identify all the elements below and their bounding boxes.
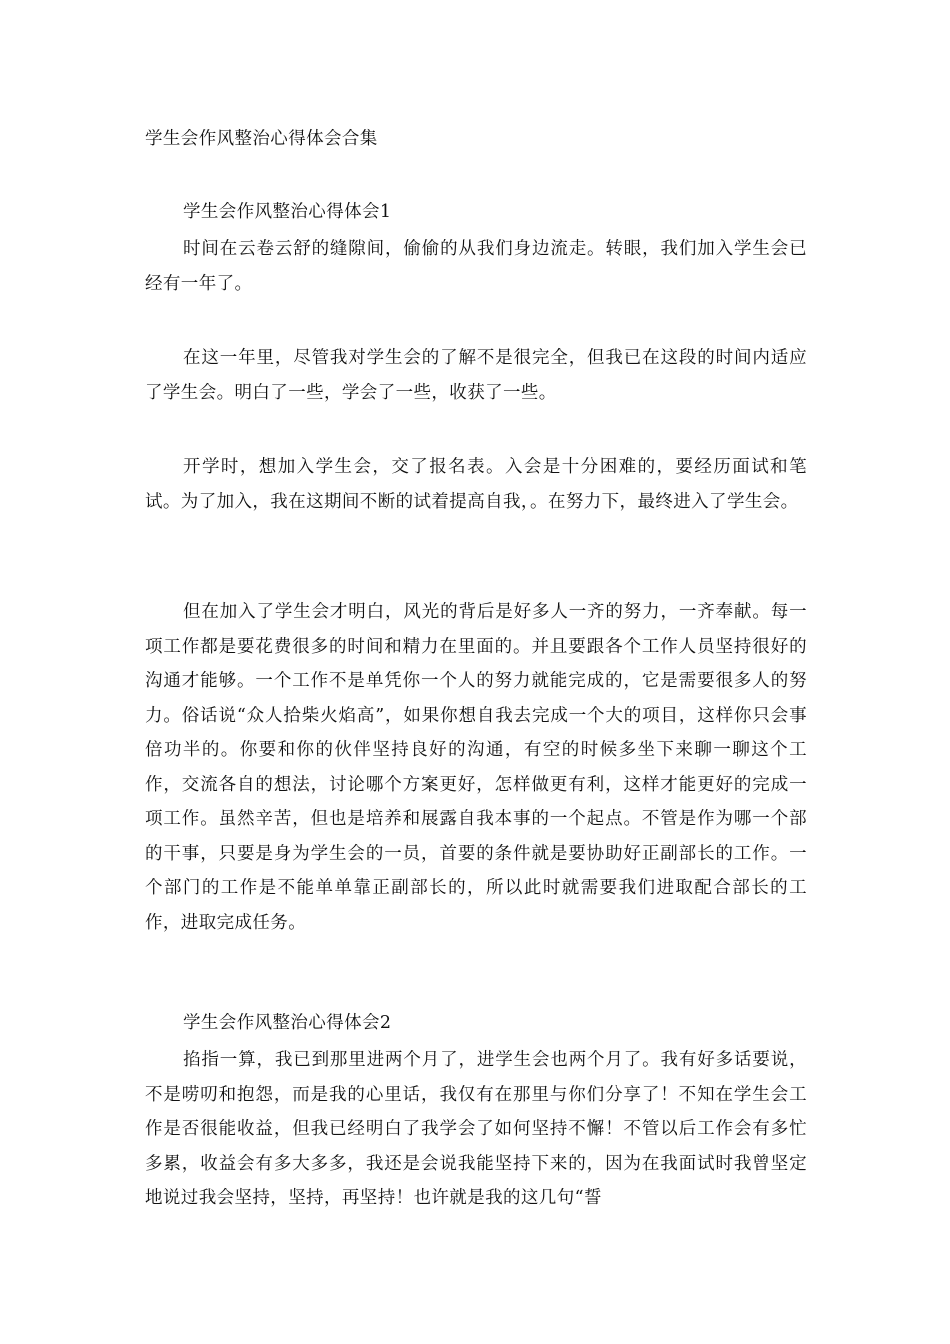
section-heading-2: 学生会作风整治心得体会2 [183, 1013, 392, 1033]
paragraph-1-4: 但在加入了学生会才明白，风光的背后是好多人一齐的努力，一齐奉献。每一项工作都是要花费很多的时间和精力在里面的。并且要跟各个工作人员坚持很好的沟通才能够。一个工作不是单凭你一个人的努力就能完成的，它是需要很多人的努力。俗话说“众人拾柴火焰高”，如果你想自我去完成一个大的项目，这样你只会事倍功半的。你要和你的伙伴坚持良好的沟通，有空的时候多坐下来聊一聊这个工作，交流各自的想法，讨论哪个方案更好，怎样做更有利，这样才能更好的完成一项工作。虽然辛苦，但也是培养和展露自我本事的一个起点。不管是作为哪一个部的干事，只要是身为学生会的一员，首要的条件就是要协助好正副部长的工作。一个部门的工作是不能单单靠正副部长的，所以此时就需要我们进取配合部长的工作，进取完成任务。 [145, 602, 807, 933]
section-heading-1: 学生会作风整治心得体会1 [183, 202, 392, 222]
paragraph-1-3: 开学时，想加入学生会，交了报名表。入会是十分困难的，要经历面试和笔试。为了加入，我在这期间不断的试着提高自我，。在努力下，最终进入了学生会。 [145, 457, 807, 512]
paragraph-1-1: 时间在云卷云舒的缝隙间，偷偷的从我们身边流走。转眼，我们加入学生会已经有一年了。 [145, 239, 807, 294]
paragraph-1-2: 在这一年里，尽管我对学生会的了解不是很完全，但我已在这段的时间内适应了学生会。明白了一些，学会了一些，收获了一些。 [145, 348, 807, 403]
paragraph-2-1: 掐指一算，我已到那里进两个月了，进学生会也两个月了。我有好多话要说，不是唠叨和抱怨，而是我的心里话，我仅有在那里与你们分享了！不知在学生会工作是否很能收益，但我已经明白了我学会了如何坚持不懈！不管以后工作会有多忙多累，收益会有多大多多，我还是会说我能坚持下来的，因为在我面试时我曾坚定地说过我会坚持，坚持，再坚持！也许就是我的这几句“誓 [145, 1050, 807, 1208]
document-title: 学生会作风整治心得体会合集 [145, 129, 378, 149]
